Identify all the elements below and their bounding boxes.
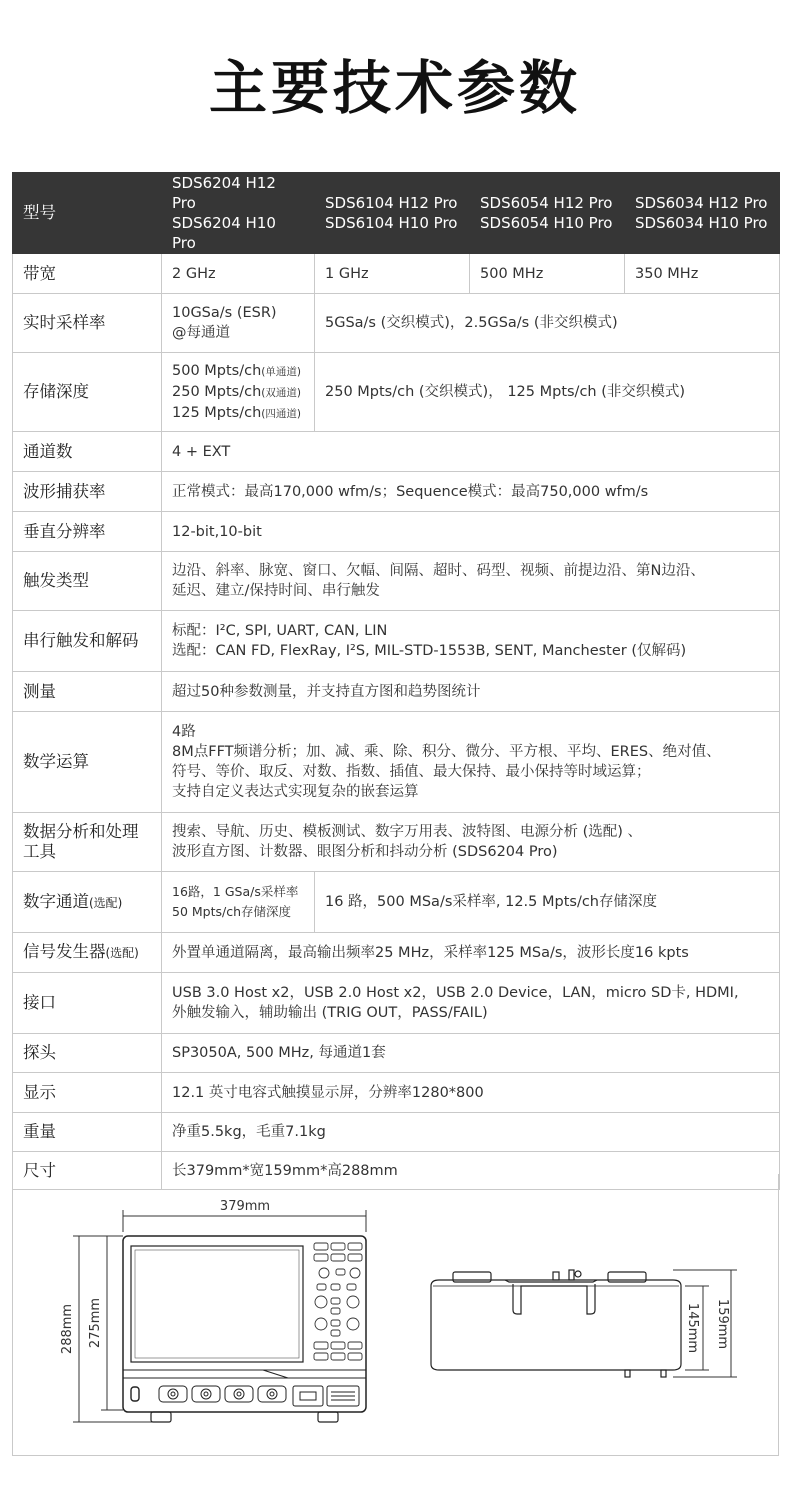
table-row-serial: 串行触发和解码 标配：I²C, SPI, UART, CAN, LIN 选配：CAN FD, FlexRay, I²S, MIL-STD-1553B, SENT, Manchester (仅解码) <box>13 611 780 672</box>
oscilloscope-side-icon <box>431 1270 681 1377</box>
table-row-display: 显示 12.1 英寸电容式触摸显示屏，分辨率1280*800 <box>13 1073 780 1113</box>
table-row-resolution: 垂直分辨率 12-bit,10-bit <box>13 512 780 552</box>
page-title: 主要技术参数 <box>208 54 581 122</box>
table-row-trigger: 触发类型 边沿、斜率、脉宽、窗口、欠幅、间隔、超时、码型、视频、前提边沿、第N边沿、 延迟、建立/保持时间、串行触发 <box>13 552 780 611</box>
table-row-awg: 信号发生器(选配) 外置单通道隔离，最高输出频率25 MHz，采样率125 MSa/s，波形长度16 kpts <box>13 933 780 973</box>
table-row-weight: 重量 净重5.5kg，毛重7.1kg <box>13 1113 780 1152</box>
table-row-io: 接口 USB 3.0 Host x2，USB 2.0 Host x2，USB 2.0 Device，LAN，micro SD卡, HDMI, 外触发输入，辅助输出 (TRIG OUT，PASS/FAIL) <box>13 973 780 1034</box>
model-col-2: SDS6104 H12 Pro SDS6104 H10 Pro <box>315 173 470 254</box>
screen-height-dimension: 275mm <box>88 1297 103 1349</box>
dimension-svg <box>13 1174 778 1455</box>
table-row-probe: 探头 SP3050A, 500 MHz, 每通道1套 <box>13 1034 780 1073</box>
depth-dimension: 159mm <box>715 1298 730 1350</box>
oscilloscope-front-icon <box>123 1236 366 1422</box>
table-row-bandwidth: 带宽 2 GHz 1 GHz 500 MHz 350 MHz <box>13 254 780 294</box>
height-dimension: 288mm <box>60 1303 75 1355</box>
table-row-math: 数学运算 4路 8M点FFT频谱分析；加、减、乘、除、积分、微分、平方根、平均、ERES、绝对值、 符号、等价、取反、对数、指数、插值、最大保持、最小保持等时域运算； 支持自定义表达式实现复杂的嵌套运算 <box>13 712 780 813</box>
model-col-3: SDS6054 H12 Pro SDS6054 H10 Pro <box>470 173 625 254</box>
table-row-channels: 通道数 4 + EXT <box>13 432 780 472</box>
table-row-analysis: 数据分析和处理 工具 搜索、导航、历史、模板测试、数字万用表、波特图、电源分析 (选配) 、 波形直方图、计数器、眼图分析和抖动分析 (SDS6204 Pro) <box>13 813 780 872</box>
table-row-digital: 数字通道(选配) 16路，1 GSa/s采样率 50 Mpts/ch存储深度 16 路，500 MSa/s采样率, 12.5 Mpts/ch存储深度 <box>13 872 780 933</box>
body-depth-dimension: 145mm <box>685 1302 700 1354</box>
table-header-row <box>13 173 780 254</box>
table-row-memory: 存储深度 500 Mpts/ch(单通道) 250 Mpts/ch(双通道) 125 Mpts/ch(四通道) 250 Mpts/ch (交织模式)， 125 Mpts/ch (非交织模式) <box>13 353 780 432</box>
table-row-size: 尺寸 长379mm*宽159mm*高288mm <box>13 1152 780 1190</box>
model-col-4: SDS6034 H12 Pro SDS6034 H10 Pro <box>625 173 780 254</box>
dimension-drawing <box>12 1174 779 1456</box>
table-row-measure: 测量 超过50种参数测量，并支持直方图和趋势图统计 <box>13 672 780 712</box>
table-row-capture: 波形捕获率 正常模式：最高170,000 wfm/s；Sequence模式：最高750,000 wfm/s <box>13 472 780 512</box>
table-row-sample-rate: 实时采样率 10GSa/s (ESR) @每通道 5GSa/s (交织模式)，2.5GSa/s (非交织模式) <box>13 294 780 353</box>
spec-table <box>12 172 780 1190</box>
model-label: 型号 <box>13 173 162 254</box>
width-dimension: 379mm <box>219 1199 271 1214</box>
model-col-1: SDS6204 H12 Pro SDS6204 H10 Pro <box>162 173 315 254</box>
